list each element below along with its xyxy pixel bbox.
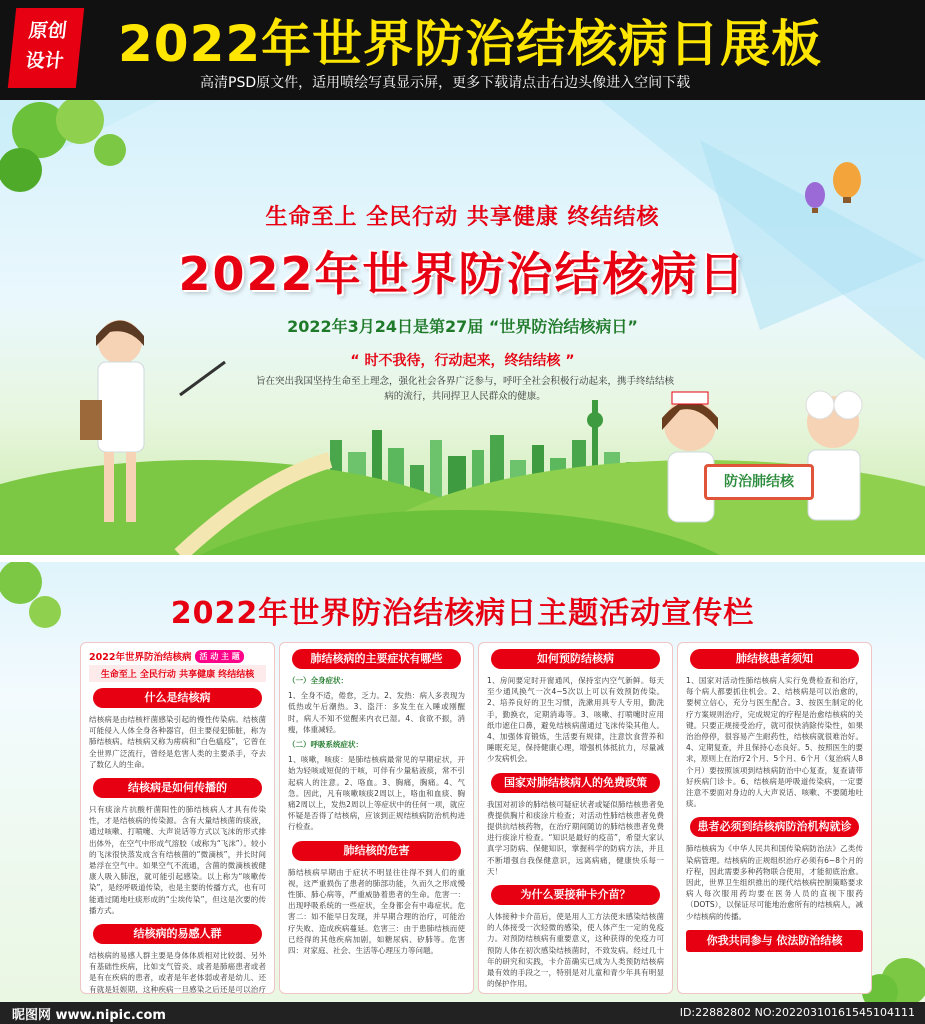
- text-free-policy: 我国对初诊的肺结核可疑症状者或疑似肺结核患者免费提供胸片和痰涂片检查；对活动性肺结核患者免费提供抗结核药物，在治疗期间随访的肺结核患者免费进行痰涂片检查。“知识是最好的疫苗”，希望大家认真学习防病、保健知识，掌握科学的防病方法，并且不断增强自我保健意识，远离病痛，健康快乐每一天！: [487, 799, 664, 876]
- text-treatment-institution: 肺结核病为《中华人民共和国传染病防治法》乙类传染病管理。结核病的正规组织治疗必须有6~8个月的疗程，因此需要多种药物联合使用，才能彻底治愈。因此，世界卫生组织推出的现代结核病控制策略要求病人每次服用药均要在医务人员的直视下服药（DOTS），以保证尽可能地治愈所有的结核病人，减少结核病的传播。: [686, 844, 863, 921]
- board1-quote: “ 时不我待，行动起来，终结结核 ”: [350, 353, 575, 369]
- section-what-is-tb: 什么是结核病: [93, 688, 263, 708]
- mini-heading-row: [81, 643, 274, 663]
- column-1: [80, 642, 275, 994]
- text-transmission: 只有痰涂片抗酸杆菌阳性的肺结核病人才具有传染性，才是结核病的传染源。含有大量结核菌的痰液，通过咳嗽、打喷嚏、大声说话等方式以飞沫的形式排出体外，在空气中形成气溶胶（或称为“飞沫”）。较小的飞沫很快蒸发成含有结核菌的“微滴核”，并长时间悬浮在空气中。如果空气不流通，含菌的微滴核被健康人吸入肺泡，就可能引起感染。以上称为“咳嗽传染”，是经呼吸道传染，也是主要的传播方式，也有可能通过随地吐痰形成的“尘埃传染”，但这是次要的传播方式。: [89, 805, 266, 915]
- display-board-1: [0, 100, 925, 555]
- section-bcg-vaccine: 为什么要接种卡介苗？: [491, 885, 661, 905]
- badge-line-2: 设计: [24, 50, 65, 72]
- header-bar: [0, 0, 925, 100]
- text-what-is-tb: 结核病是由结核杆菌感染引起的慢性传染病。结核菌可能侵入人体全身各种器官，但主要侵犯肺脏，称为肺结核病。结核病又称为痨病和“白色瘟疫”，它曾在全世界广泛流行，曾经是危害人类的主要杀手，夺去了数亿人的生命。: [89, 715, 266, 769]
- text-harm: 肺结核病早期由于症状不明显往往得不到人们的重视，这严重损伤了患者的肺部功能，久而久之形成慢性肺、肺心病等，严重威胁着患者的生命。危害一：出现呼吸系统的一些症状，全身都会有中毒症状。危害二：如不能早日发现，并早期合理的治疗，可能治疗失败、造成疾病蔓延。危害三：由于患肺结核而使已经得的其他疾病加剧，如糖尿病、矽肺等。危害四：对家庭、社会、生活等心理压力等问题。: [288, 867, 465, 956]
- symptoms-respiratory-heading: （二）呼吸系统症状：: [288, 740, 363, 750]
- text-bcg-vaccine: 人体接种卡介苗后，使是用人工方法使未感染结核菌的人体接受一次轻微的感染，使人体产生一定的免疫力。对预防结核病有重要意义，这种获得的免疫力可预防人体在初次感染结核菌时，不致发病。经过几十年的研究和实践，卡介苗确实已成为人类预防结核病最有效的手段之一，特别是对儿童和青少年具有明显的保护作用。: [487, 912, 664, 989]
- closing-slogan-bar: 你我共同参与 依法防治结核: [686, 930, 863, 952]
- column-3: [478, 642, 673, 994]
- text-patient-notice: 1、国家对活动性肺结核病人实行免费检查和治疗，每个病人都要抓住机会。2、结核病是可以治愈的，要树立信心，充分与医生配合。3、按医生制定的化疗方案规则治疗，完成规定的疗程是治愈结核病的关键。只要正规接受治疗，就可很快消除传染性，如果治治停停，很容易产生耐药性，结核病就很难治好。4、定期复查，并且保持心态良好。5、按照医生的要求，原则上在治疗2个月、5个月、6个月（复治病人8个月）要按照该项到结核病防治中心复查，复查请带好疾病门诊卡。6、结核病是呼吸道传染病，一定要注意不要面对身边的人大声说话、咳嗽、不要随地吐痰。: [686, 676, 863, 809]
- section-prevention: 如何预防结核病: [491, 649, 661, 669]
- section-susceptible: 结核病的易感人群: [93, 924, 263, 944]
- section-symptoms: 肺结核病的主要症状有哪些: [292, 649, 462, 669]
- mini-slogan: 生命至上 全民行动 共享健康 终结结核: [89, 665, 266, 682]
- text-symptoms-respiratory: 1、咳嗽，咳痰：是肺结核病最常见的早期症状，开始为轻咳或短促的干咳，可伴有少量粘液痰，常不引起病人的注意。2、咯血。3、胸痛，胸痛。4、气急。因此，凡有咳嗽咳痰2周以上，咯血和血痰、胸痛2周以上，发热2周以上等症状中的任何一项，就应怀疑是否得了结核病，应该到正规结核病防治机构进行检查。: [288, 755, 465, 832]
- board2-title: 2022年世界防治结核病日主题活动宣传栏: [170, 596, 755, 631]
- text-prevention: 1、房间要定时开窗通风，保持室内空气新鲜。每天至少通风换气一次4~5次以上可以有效预防传染。2、培养良好的卫生习惯，洗漱用具专人专用，勤洗手，勤换衣，定期消毒等。3、咳嗽、打喷嚏时应用纸巾遮住口鼻，避免结核病菌通过飞沫传染其他人。4、加强体育锻炼，生活要有规律，注意饮食营养和睡眠充足，保持健康心理，增强机体抵抗力，尽量减少发病机会。: [487, 676, 664, 764]
- text-symptoms-general: 1、全身不适，倦怠，乏力。2、发热：病人多表现为低热或午后潮热。3、盗汗：多发生在入睡或刚醒时，病人不知不觉醒来内衣已湿。4、食欲不振，消瘦，体重减轻。: [288, 691, 465, 734]
- section-transmission: 结核病是如何传播的: [93, 778, 263, 798]
- display-board-2: [0, 562, 925, 1002]
- header-subtitle: 高清PSD原文件，适用喷绘写真显示屏，更多下载请点击右边头像进入空间下载: [200, 75, 691, 91]
- footer-bar: [0, 1002, 925, 1024]
- column-4: [677, 642, 872, 994]
- watermark-site: 昵图网 www.nipic.com: [12, 1008, 166, 1023]
- image-id: ID:22882802 NO:20220310161545104111: [679, 1006, 915, 1019]
- original-design-badge: [8, 8, 84, 88]
- nurse-character-icon: [662, 392, 718, 522]
- tb-prevention-sign: 防治肺结核: [704, 464, 814, 500]
- section-free-policy: 国家对肺结核病人的免费政策: [491, 773, 661, 793]
- section-patient-notice: 肺结核患者须知: [690, 649, 860, 669]
- mini-title: 2022年世界防治结核病: [89, 652, 192, 663]
- board1-description: 旨在突出我国坚持生命至上理念，强化社会各界广泛参与，呼吁全社会积极行动起来，携手终结结核病的流行，共同捍卫人民群众的健康。: [255, 376, 674, 402]
- old-doctor-character-icon: [806, 391, 862, 520]
- section-treatment-institution: 患者必须到结核病防治机构就诊: [690, 817, 860, 837]
- board1-slogan: 生命至上 全民行动 共享健康 终结结核: [265, 205, 660, 230]
- header-title: 2022年世界防治结核病日展板: [118, 15, 823, 73]
- board1-date-line: 2022年3月24日是第27届 “世界防治结核病日”: [287, 317, 638, 336]
- text-susceptible: 结核病的易感人群主要是身体体质相对比较弱、另外有基础性疾病，比如支气管炎、或者是肺癌患者或者是有在疾病的患者，或者是年老体弱或者是幼儿、还有就是妊娠期，这种疾病一旦感染之后还是可以治疗: [89, 951, 266, 994]
- symptoms-general-heading: （一）全身症状：: [288, 676, 348, 685]
- board1-title: 2022年世界防治结核病日: [178, 247, 747, 301]
- mini-tag: 活 动 主 题: [195, 650, 243, 663]
- badge-line-1: 原创: [27, 20, 68, 42]
- section-harm: 肺结核的危害: [292, 841, 462, 861]
- column-2: [279, 642, 474, 994]
